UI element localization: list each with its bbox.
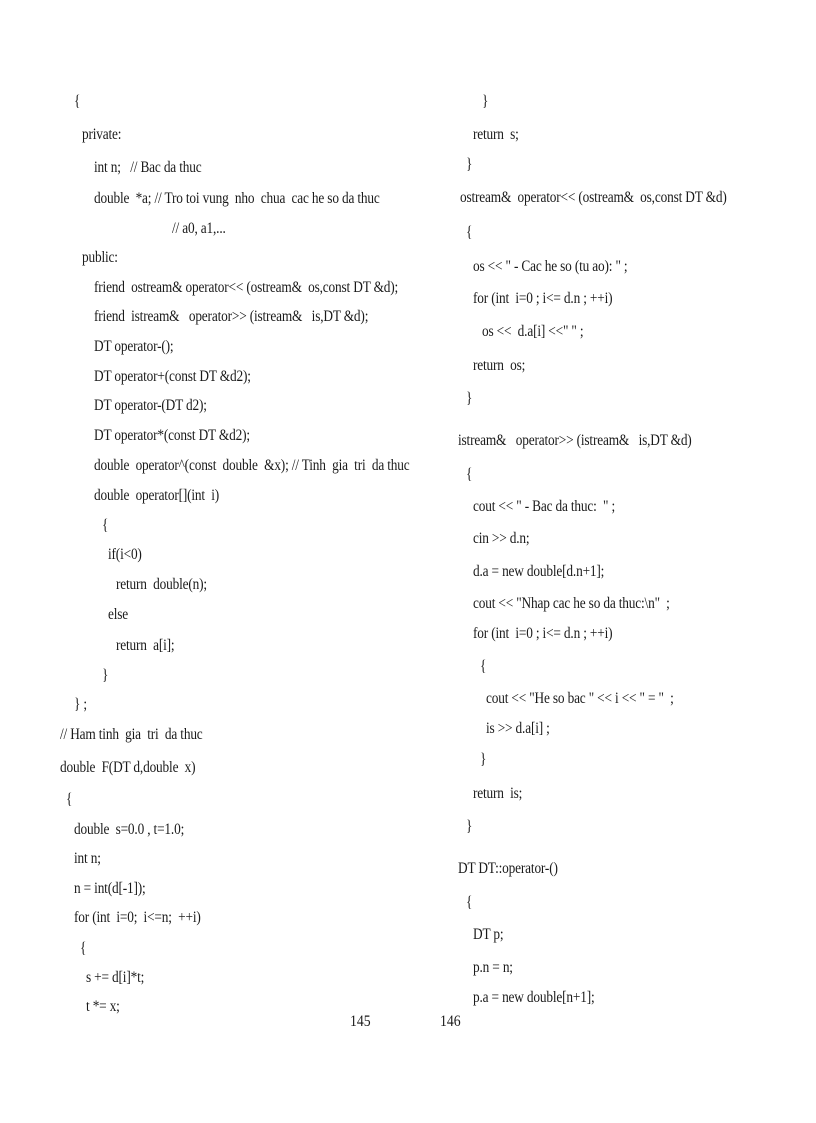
page-number: 145 (350, 1013, 371, 1030)
code-line: DT operator*(const DT &d2); (94, 427, 250, 444)
code-line: public: (82, 249, 118, 266)
code-line: // a0, a1,... (172, 220, 226, 237)
code-line: } (480, 751, 487, 768)
code-line: int n; (74, 850, 101, 867)
code-line: os << d.a[i] <<" " ; (482, 323, 584, 340)
code-line: DT DT::operator-() (458, 860, 558, 877)
code-line: n = int(d[-1]); (74, 880, 146, 897)
code-line: cin >> d.n; (473, 530, 530, 547)
code-line: ostream& operator<< (ostream& os,const DT &d) (460, 189, 727, 206)
code-line: private: (82, 126, 122, 143)
code-line: double *a; // Tro toi vung nho chua cac he so da thuc (94, 190, 380, 207)
code-line: { (102, 517, 109, 534)
code-line: { (80, 940, 87, 957)
code-comment: // Ham tinh gia tri da thuc (60, 726, 203, 743)
code-line: istream& operator>> (istream& is,DT &d) (458, 432, 692, 449)
code-line: } (466, 390, 473, 407)
code-line: { (66, 791, 73, 808)
code-line: double s=0.0 , t=1.0; (74, 821, 185, 838)
code-line: for (int i=0; i<=n; ++i) (74, 909, 201, 926)
code-line: friend istream& operator>> (istream& is,DT &d); (94, 308, 369, 325)
code-line: if(i<0) (108, 546, 142, 563)
code-line: } ; (74, 696, 87, 713)
code-line: { (466, 224, 473, 241)
code-line: { (466, 466, 473, 483)
code-line: cout << "Nhap cac he so da thuc:\n" ; (473, 595, 670, 612)
code-line: return a[i]; (116, 637, 175, 654)
code-line: cout << "He so bac " << i << " = " ; (486, 690, 674, 707)
code-line: d.a = new double[d.n+1]; (473, 563, 605, 580)
page-number: 146 (440, 1013, 461, 1030)
code-line: t *= x; (86, 998, 120, 1015)
code-line: { (466, 894, 473, 911)
code-line: } (482, 93, 489, 110)
code-line: for (int i=0 ; i<= d.n ; ++i) (473, 290, 613, 307)
code-line: } (102, 667, 109, 684)
code-line: double operator^(const double &x); // Tinh gia tri da thuc (94, 457, 410, 474)
code-line: return os; (473, 357, 526, 374)
code-line: { (74, 93, 81, 110)
code-line: } (466, 818, 473, 835)
code-line: double operator[](int i) (94, 487, 220, 504)
code-line: DT operator-(DT d2); (94, 397, 207, 414)
code-line: for (int i=0 ; i<= d.n ; ++i) (473, 625, 613, 642)
code-line: cout << " - Bac da thuc: " ; (473, 498, 615, 515)
right-page (400, 0, 816, 1123)
code-line: { (480, 658, 487, 675)
code-line: p.a = new double[n+1]; (473, 989, 595, 1006)
code-line: s += d[i]*t; (86, 969, 145, 986)
code-line: return s; (473, 126, 519, 143)
code-line: double F(DT d,double x) (60, 759, 196, 776)
code-line: os << " - Cac he so (tu ao): " ; (473, 258, 628, 275)
code-line: DT p; (473, 926, 504, 943)
code-line: } (466, 156, 473, 173)
code-line: friend ostream& operator<< (ostream& os,const DT &d); (94, 279, 399, 296)
code-line: DT operator+(const DT &d2); (94, 368, 251, 385)
code-line: return is; (473, 785, 523, 802)
code-line: DT operator-(); (94, 338, 174, 355)
code-line: else (108, 606, 129, 623)
code-line: return double(n); (116, 576, 207, 593)
code-line: p.n = n; (473, 959, 513, 976)
code-line: is >> d.a[i] ; (486, 720, 550, 737)
code-line: int n; // Bac da thuc (94, 159, 202, 176)
